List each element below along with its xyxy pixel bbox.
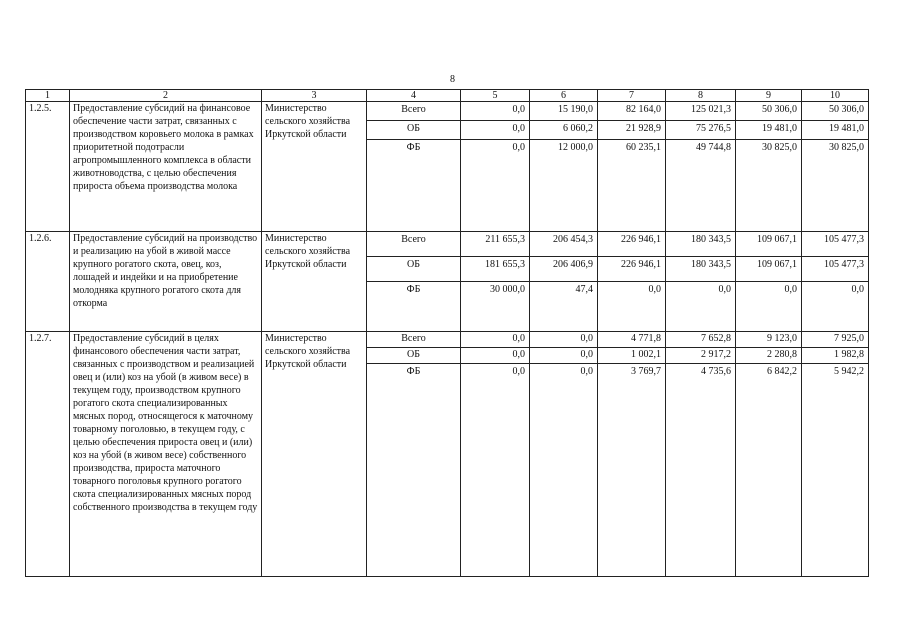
value-cell — [802, 332, 869, 577]
value: 109 067,1 — [736, 232, 801, 257]
item-description: Предоставление субсидий в целях финансового обеспечения части затрат, связанных с производством и реализацией овец и (или) коз на убой (в живом весе) в текущем году, производством крупного рогатого скота специализированных мясных пород, относящегося к маточному товарному поголовью, в текущем году, с целью обеспечения прироста овец и (или) коз на убой (в живом весе) собственного производства, прироста маточного товарного поголовья крупного рогатого скота специализированных мясных пород собственного производства в текущем году — [70, 332, 262, 577]
table-row — [26, 102, 869, 232]
value: 206 406,9 — [530, 257, 597, 282]
value: 2 917,2 — [666, 348, 735, 364]
value: 60 235,1 — [626, 142, 661, 153]
funding-source-cell — [367, 232, 461, 332]
item-number: 1.2.5. — [26, 102, 70, 232]
value: 0,0 — [718, 284, 731, 295]
value: 1 982,8 — [802, 348, 868, 364]
table-row — [26, 332, 869, 577]
value-cell — [598, 102, 666, 232]
value: 211 655,3 — [461, 232, 529, 257]
value-cell — [598, 332, 666, 577]
value: 12 000,0 — [558, 142, 593, 153]
funding-source: Всего — [367, 102, 460, 121]
value: 0,0 — [580, 366, 593, 377]
funding-source-cell — [367, 332, 461, 577]
header-cell: 1 — [26, 90, 70, 102]
value: 30 825,0 — [762, 142, 797, 153]
value: 7 652,8 — [666, 332, 735, 348]
value: 0,0 — [461, 332, 529, 348]
value: 2 280,8 — [736, 348, 801, 364]
header-cell: 9 — [736, 90, 802, 102]
funding-source: ОБ — [367, 257, 460, 282]
value: 0,0 — [851, 284, 864, 295]
value-cell — [736, 102, 802, 232]
table-row — [26, 232, 869, 332]
item-number: 1.2.6. — [26, 232, 70, 332]
value: 0,0 — [461, 102, 529, 121]
value: 0,0 — [530, 348, 597, 364]
funding-source: Всего — [367, 232, 460, 257]
value: 30 000,0 — [490, 284, 525, 295]
funding-source: ОБ — [367, 348, 460, 364]
value: 0,0 — [512, 366, 525, 377]
value: 21 928,9 — [598, 121, 665, 140]
value-cell — [666, 232, 736, 332]
header-cell: 8 — [666, 90, 736, 102]
value: 7 925,0 — [802, 332, 868, 348]
header-cell: 4 — [367, 90, 461, 102]
value: 19 481,0 — [736, 121, 801, 140]
value: 0,0 — [784, 284, 797, 295]
value-cell — [802, 232, 869, 332]
value-cell — [736, 332, 802, 577]
value: 4 771,8 — [598, 332, 665, 348]
header-cell: 3 — [262, 90, 367, 102]
value: 5 942,2 — [834, 366, 864, 377]
value-cell — [666, 332, 736, 577]
item-description: Предоставление субсидий на производство и реализацию на убой в живой массе крупного рогатого скота, овец, коз, лошадей и индейки и на приобретение молодняка крупного рогатого скота для откорма — [70, 232, 262, 332]
header-cell: 10 — [802, 90, 869, 102]
value: 50 306,0 — [802, 102, 868, 121]
value: 181 655,3 — [461, 257, 529, 282]
value: 125 021,3 — [666, 102, 735, 121]
value: 0,0 — [648, 284, 661, 295]
value: 6 060,2 — [530, 121, 597, 140]
value-cell — [736, 232, 802, 332]
value-cell — [461, 332, 530, 577]
value: 49 744,8 — [696, 142, 731, 153]
value: 0,0 — [512, 142, 525, 153]
value: 15 190,0 — [530, 102, 597, 121]
value: 3 769,7 — [631, 366, 661, 377]
value: 0,0 — [530, 332, 597, 348]
value-cell — [461, 232, 530, 332]
value: 0,0 — [461, 348, 529, 364]
value: 30 825,0 — [829, 142, 864, 153]
value-cell — [666, 102, 736, 232]
value-cell — [598, 232, 666, 332]
value-cell — [530, 232, 598, 332]
value: 0,0 — [461, 121, 529, 140]
value: 75 276,5 — [666, 121, 735, 140]
funding-source: ФБ — [406, 284, 421, 295]
funding-source: ФБ — [406, 366, 421, 377]
value: 1 002,1 — [598, 348, 665, 364]
header-cell: 2 — [70, 90, 262, 102]
header-row — [26, 90, 869, 102]
value-cell — [802, 102, 869, 232]
header-cell: 6 — [530, 90, 598, 102]
value: 4 735,6 — [701, 366, 731, 377]
value-cell — [461, 102, 530, 232]
value: 206 454,3 — [530, 232, 597, 257]
value-cell — [530, 332, 598, 577]
value: 50 306,0 — [736, 102, 801, 121]
item-number: 1.2.7. — [26, 332, 70, 577]
funding-source: Всего — [367, 332, 460, 348]
value: 180 343,5 — [666, 232, 735, 257]
value: 105 477,3 — [802, 257, 868, 282]
value-cell — [530, 102, 598, 232]
funding-source: ФБ — [406, 142, 421, 153]
value: 9 123,0 — [736, 332, 801, 348]
funding-source-cell — [367, 102, 461, 232]
value: 19 481,0 — [802, 121, 868, 140]
value: 105 477,3 — [802, 232, 868, 257]
value: 226 946,1 — [598, 232, 665, 257]
value: 180 343,5 — [666, 257, 735, 282]
header-cell: 5 — [461, 90, 530, 102]
value: 109 067,1 — [736, 257, 801, 282]
item-department: Министерство сельского хозяйства Иркутской области — [262, 232, 367, 332]
item-department: Министерство сельского хозяйства Иркутской области — [262, 102, 367, 232]
item-department: Министерство сельского хозяйства Иркутской области — [262, 332, 367, 577]
value: 47,4 — [575, 284, 593, 295]
value: 82 164,0 — [598, 102, 665, 121]
header-cell: 7 — [598, 90, 666, 102]
item-description: Предоставление субсидий на финансовое обеспечение части затрат, связанных с производством коровьего молока в рамках приоритетной подотрасли агропромышленного комплекса в области животноводства, с целью обеспечения прироста объема производства молока — [70, 102, 262, 232]
value: 226 946,1 — [598, 257, 665, 282]
value: 6 842,2 — [767, 366, 797, 377]
page-number: 8 — [450, 74, 455, 85]
program-table — [25, 89, 869, 577]
funding-source: ОБ — [367, 121, 460, 140]
